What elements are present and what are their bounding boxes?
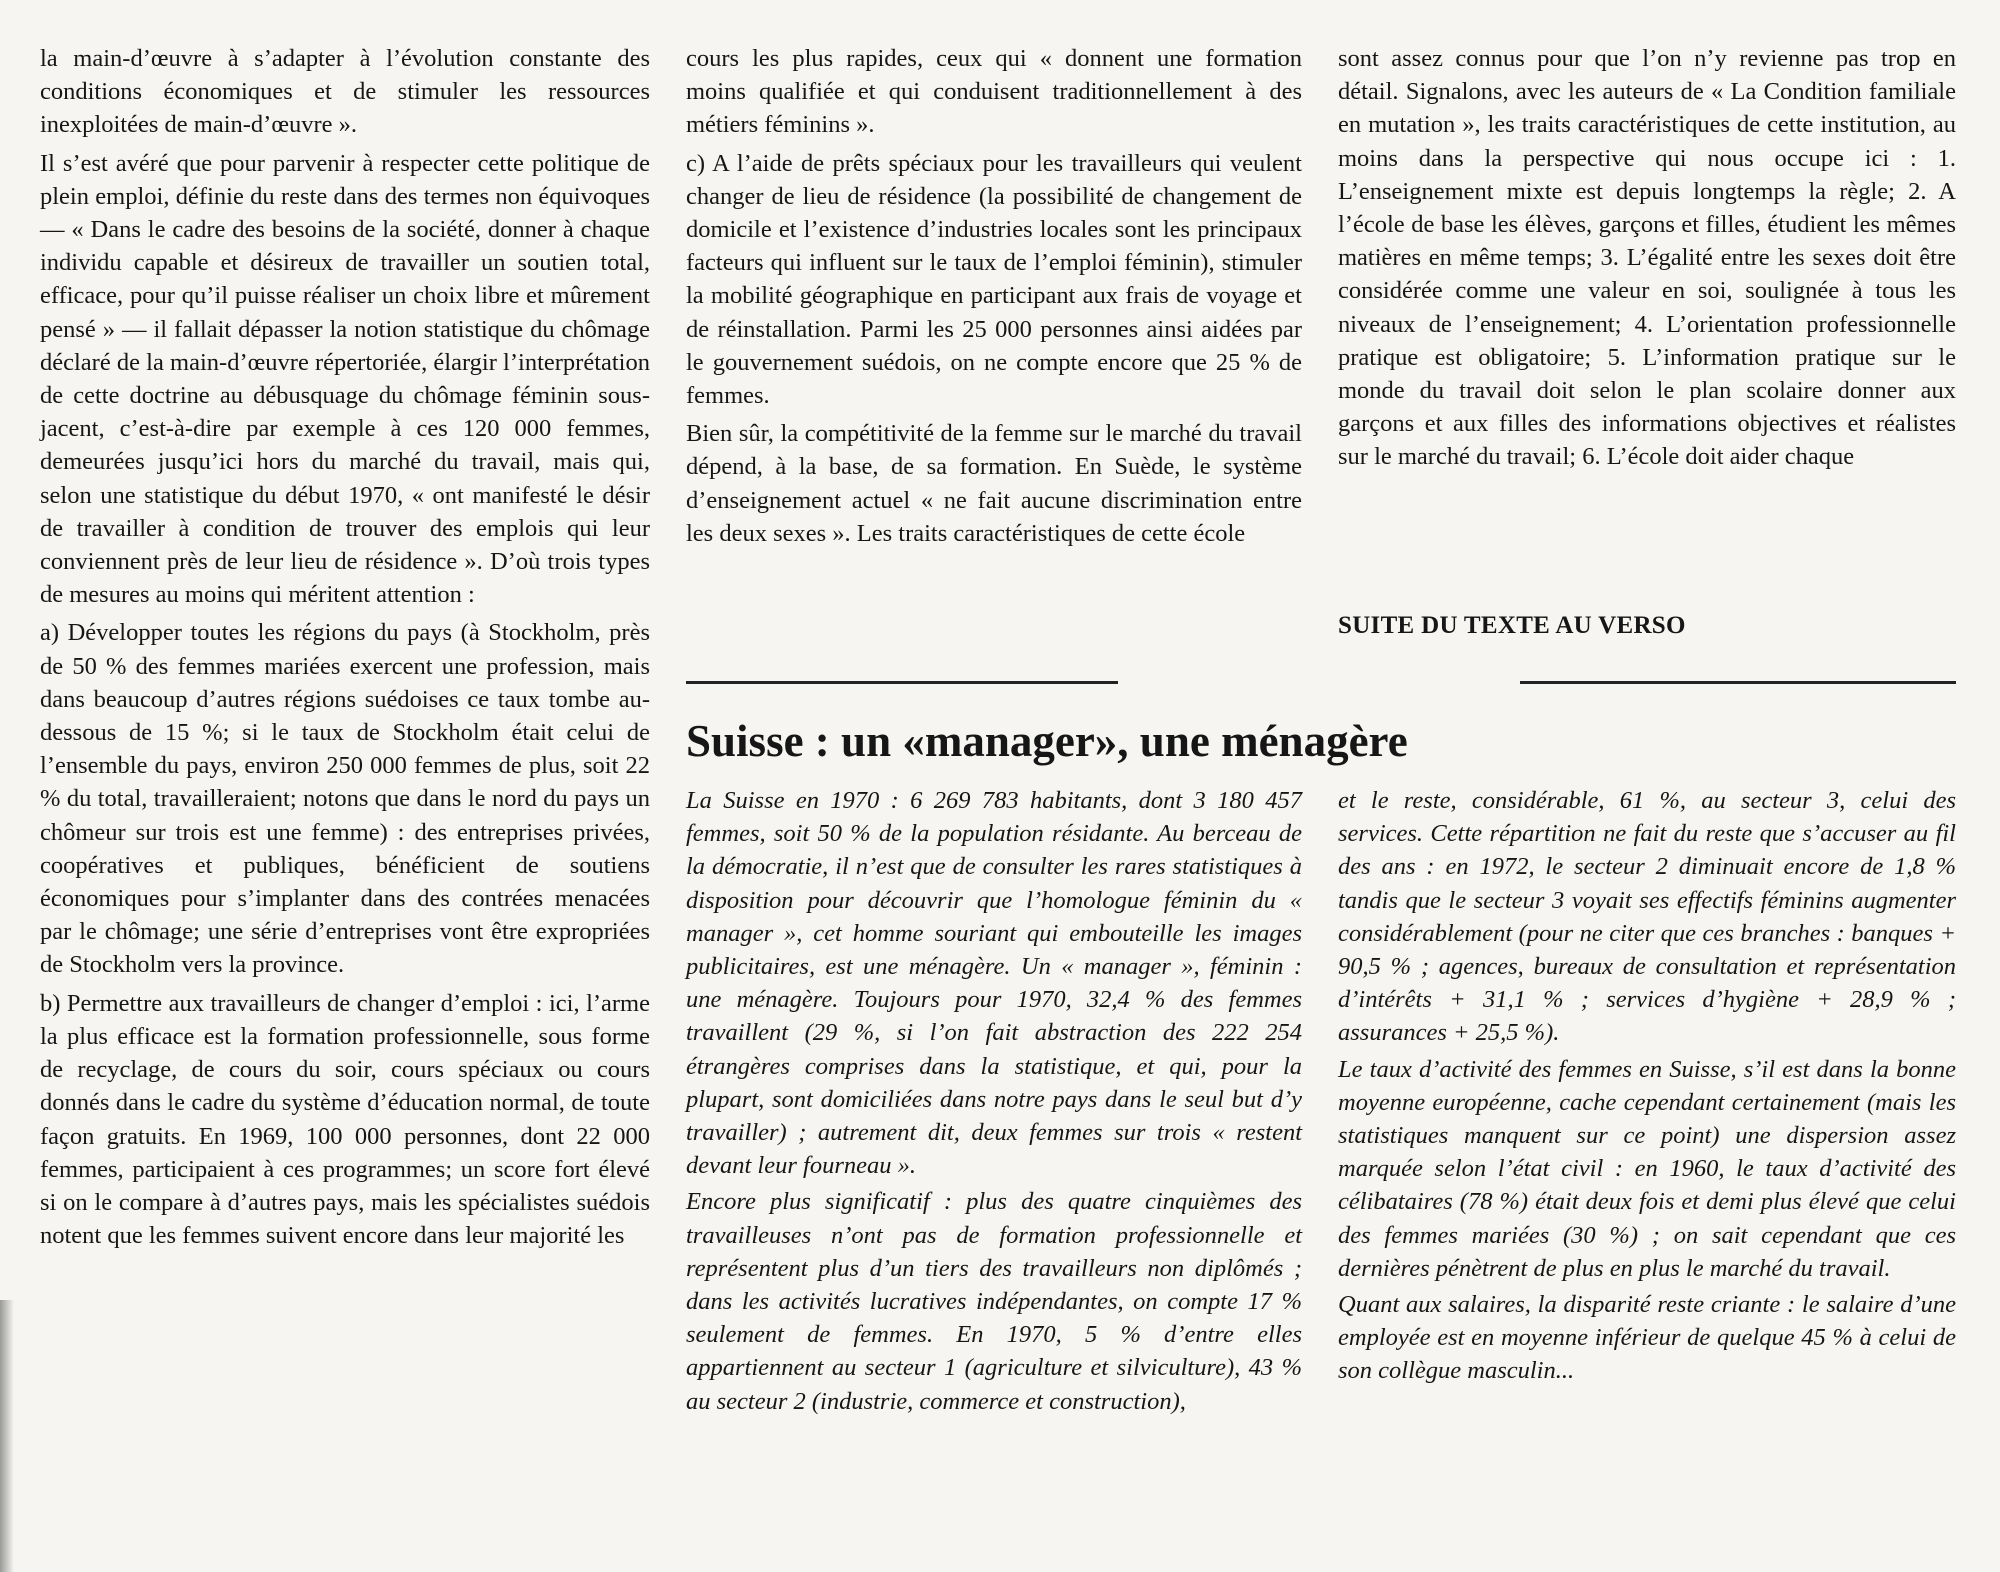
paragraph: et le reste, considérable, 61 %, au secteur 3, celui des services. Cette répartition ne fait du reste que s’accuser au fil des ans : en 1972, le secteur 2 diminuait encore de 1,8 % tandis que le secteur 3 voyait ses effectifs féminins augmenter considérablement (pour ne citer que ces branches : banques + 90,5 % ; agences, bureaux de consultation et représentation d’intérêts + 31,1 % ; services d’hygiène + 28,9 % ; assurances + 25,5 %). xyxy=(1338,787,1956,1047)
continued-notice: SUITE DU TEXTE AU VERSO xyxy=(1338,612,1686,639)
paragraph: Quant aux salaires, la disparité reste criante : le salaire d’une employée est en moyenne inférieur de quelque 45 % à celui de son collègue masculin... xyxy=(1338,1291,1956,1385)
article-headline: Suisse : un «manager», une ménagère xyxy=(686,716,1408,766)
paragraph: Le taux d’activité des femmes en Suisse, s’il est dans la bonne moyenne européenne, cache cependant certainement (mais les statistiques manquent sur ce point) une dispersion assez marquée selon l’état civil : en 1960, le taux d’activité des célibataires (78 %) était deux fois et demi plus élevé que celui des femmes mariées (30 %) ; on sait cependant que ces dernières pénètrent de plus en plus le marché du travail. xyxy=(1338,1055,1956,1282)
paragraph: cours les plus rapides, ceux qui « donnent une formation moins qualifiée et qui conduisent traditionnellement à des métiers féminins ». xyxy=(686,45,1302,139)
paragraph: sont assez connus pour que l’on n’y revienne pas trop en détail. Signalons, avec les auteurs de « La Condition familiale en mutation », les traits caractéristiques de cette institution, au moins dans la perspective qui nous occupe ici : 1. L’enseignement mixte est depuis longtemps la règle; 2. A l’école de base les élèves, garçons et filles, étudient les mêmes matières en même temps; 3. L’égalité entre les sexes doit être considérée comme une valeur en soi, soulignée à tous les niveaux de l’enseignement; 4. L’orientation professionnelle pratique est obligatoire; 5. L’information pratique sur le monde du travail doit selon le plan scolaire donner aux garçons et aux filles des informations objectives et réalistes sur le marché du travail; 6. L’école doit aider chaque xyxy=(1338,45,1956,471)
paragraph: a) Développer toutes les régions du pays (à Stockholm, près de 50 % des femmes mariées exercent une profession, mais dans beaucoup d’autres régions suédoises ce taux tombe au-dessous de 15 %; si le taux de Stockholm était celui de l’ensemble du pays, environ 250 000 femmes de plus, soit 22 % du total, travailleraient; notons que dans le nord du pays un chômeur sur trois est une femme) : des entreprises privées, coopératives et publiques, bénéficient de soutiens économiques pour s’implanter dans des contrées menacées par le chômage; une série d’entreprises vont être expropriées de Stockholm vers la province. xyxy=(40,619,650,979)
column-middle xyxy=(686,42,1302,555)
paragraph: la main-d’œuvre à s’adapter à l’évolution constante des conditions économiques et de stimuler les ressources inexploitées de main-d’œuvre ». xyxy=(40,45,650,139)
divider xyxy=(686,681,1118,684)
paragraph: Encore plus significatif : plus des quatre cinquièmes des travailleuses n’ont pas de formation professionnelle et représentent plus d’un tiers des travailleurs non diplômés ; dans les activités lucratives indépendantes, on compte 17 % seulement de femmes. En 1970, 5 % d’entre elles appartiennent au secteur 1 (agriculture et silviculture), 43 % au secteur 2 (industrie, commerce et construction), xyxy=(686,1188,1302,1415)
paragraph: b) Permettre aux travailleurs de changer d’emploi : ici, l’arme la plus efficace est la formation professionnelle, sous forme de recyclage, de cours du soir, cours spéciaux ou cours donnés dans le cadre du système d’éducation normal, de toute façon gratuits. En 1969, 100 000 personnes, dont 22 000 femmes, participaient à ces programmes; un score fort élevé si on le compare à d’autres pays, mais les spécialistes suédois notent que les femmes suivent encore dans leur majorité les xyxy=(40,989,650,1250)
paragraph: La Suisse en 1970 : 6 269 783 habitants, dont 3 180 457 femmes, soit 50 % de la population résidante. Au berceau de la démocratie, il n’est que de consulter les rares statistiques à disposition pour découvrir que l’homologue féminin du « manager », cet homme souriant qui embouteille les images publicitaires, est une ménagère. Un « manager », féminin : une ménagère. Toujours pour 1970, 32,4 % des femmes travaillent (29 %, si l’on fait abstraction des 222 254 étrangères comprises dans la statistique, et qui, pour la plupart, sont domiciliées dans notre pays dans le seul but d’y travailler) ; autrement dit, deux femmes sur trois « restent devant leur fourneau ». xyxy=(686,787,1302,1180)
divider xyxy=(1520,681,1956,684)
paragraph: c) A l’aide de prêts spéciaux pour les travailleurs qui veulent changer de lieu de résidence (la possibilité de changement de domicile et l’existence d’industries locales sont les principaux facteurs qui influent sur le taux de l’emploi féminin), stimuler la mobilité géographique en participant aux frais de voyage et de réinstallation. Parmi les 25 000 personnes ainsi aidées par le gouvernement suédois, on ne compte encore que 25 % de femmes. xyxy=(686,149,1302,410)
paragraph: Il s’est avéré que pour parvenir à respecter cette politique de plein emploi, définie du reste dans des termes non équivoques — « Dans le cadre des besoins de la société, donner à chaque individu capable et désireux de travailler un soutien total, efficace, pour qu’il puisse réaliser un choix libre et mûrement pensé » — il fallait dépasser la notion statistique du chômage déclaré de la main-d’œuvre répertoriée, élargir l’interprétation de cette doctrine au débusquage du chômage féminin sous-jacent, c’est-à-dire par exemple à ces 120 000 femmes, demeurées jusqu’ici hors du marché du travail, mais qui, selon une statistique du début 1970, « ont manifesté le désir de travailler à condition de trouver des emplois qui leur conviennent près de leur lieu de résidence ». D’où trois types de mesures au moins qui méritent attention : xyxy=(40,149,650,609)
article-column-right xyxy=(1338,784,1956,1391)
article-column-left xyxy=(686,784,1302,1421)
scan-edge-shadow xyxy=(0,1300,14,1572)
column-right xyxy=(1338,42,1956,479)
column-left xyxy=(40,42,650,1257)
paragraph: Bien sûr, la compétitivité de la femme sur le marché du travail dépend, à la base, de sa formation. En Suède, le système d’enseignement actuel « ne fait aucune discrimination entre les deux sexes ». Les traits caractéristiques de cette école xyxy=(686,420,1302,547)
